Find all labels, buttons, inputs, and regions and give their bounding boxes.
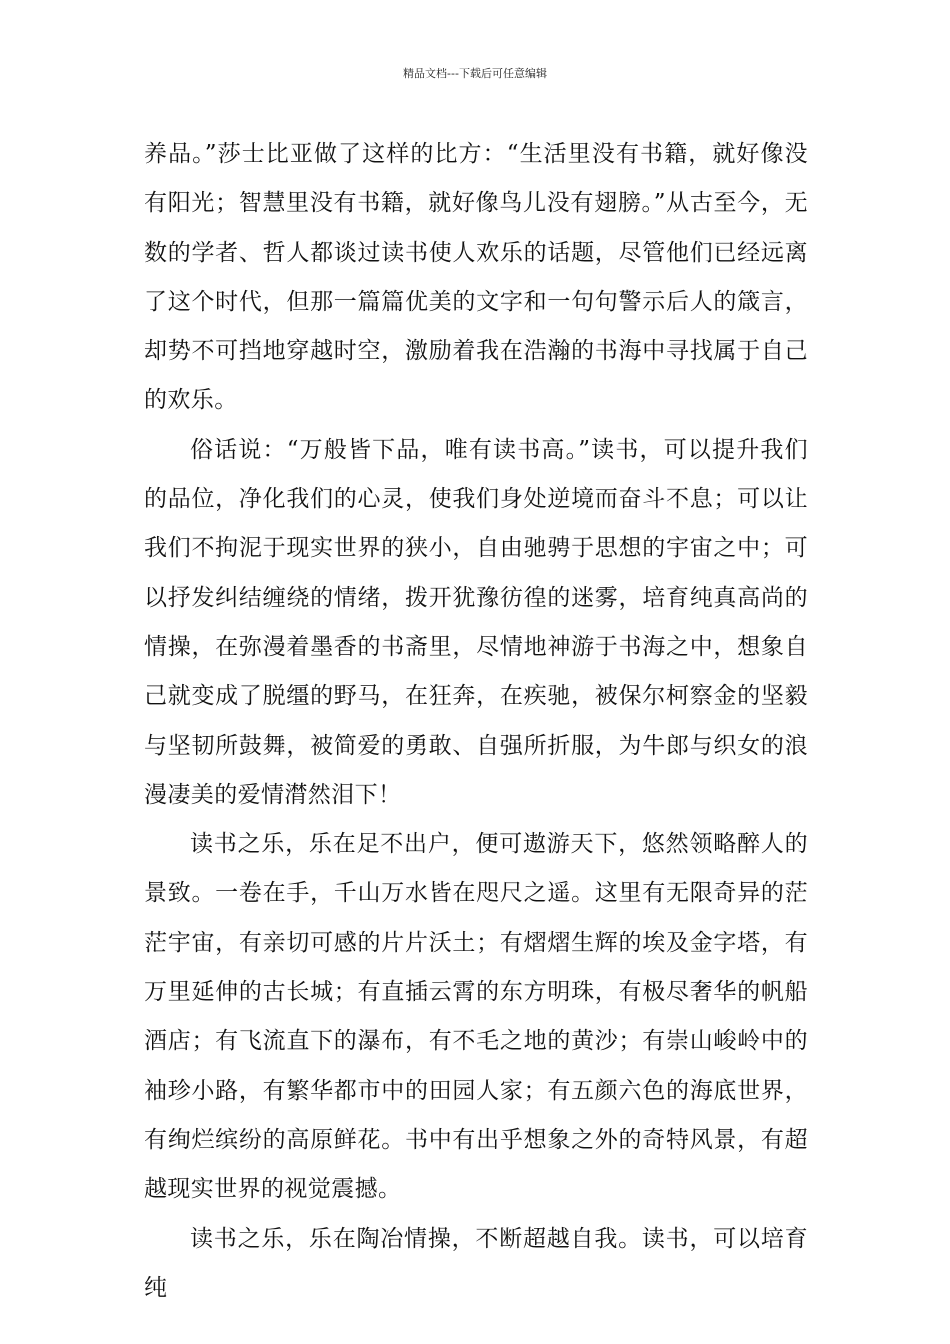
page-header: 精品文档---下载后可任意编辑 — [403, 67, 547, 80]
paragraph: 读书之乐，乐在陶冶情操，不断超越自我。读书，可以培育纯 — [144, 1225, 808, 1301]
paragraph: 养品。”莎士比亚做了这样的比方：“生活里没有书籍，就好像没有阳光；智慧里没有书籍，就好像鸟儿没有翅膀。”从古至今，无数的学者、哲人都谈过读书使人欢乐的话题，尽管他们已经远离了这个时代，但那一篇篇优美的文字和一句句警示后人的箴言，却势不可挡地穿越时空，激励着我在浩瀚的书海中寻找属于自己的欢乐。 — [144, 141, 808, 414]
paragraph: 读书之乐，乐在足不出户，便可遨游天下，悠然领略醉人的景致。一卷在手，千山万水皆在咫尺之遥。这里有无限奇异的茫茫宇宙，有亲切可感的片片沃土；有熠熠生辉的埃及金字塔，有万里延伸的古长城；有直插云霄的东方明珠，有极尽奢华的帆船酒店；有飞流直下的瀑布，有不毛之地的黄沙；有崇山峻岭中的袖珍小路，有繁华都市中的田园人家；有五颜六色的海底世界，有绚烂缤纷的高原鲜花。书中有出乎想象之外的奇特风景，有超越现实世界的视觉震撼。 — [144, 831, 808, 1203]
paragraph: 俗话说：“万般皆下品，唯有读书高。”读书，可以提升我们的品位，净化我们的心灵，使我们身处逆境而奋斗不息；可以让我们不拘泥于现实世界的狭小，自由驰骋于思想的宇宙之中；可以抒发纠结缠绕的情绪，拨开犹豫彷徨的迷雾，培育纯真高尚的情操，在弥漫着墨香的书斋里，尽情地神游于书海之中，想象自己就变成了脱缰的野马，在狂奔，在疾驰，被保尔柯察金的坚毅与坚韧所鼓舞，被简爱的勇敢、自强所折服，为牛郎与织女的浪漫凄美的爱情潸然泪下！ — [144, 436, 808, 808]
document-body — [144, 130, 808, 1313]
